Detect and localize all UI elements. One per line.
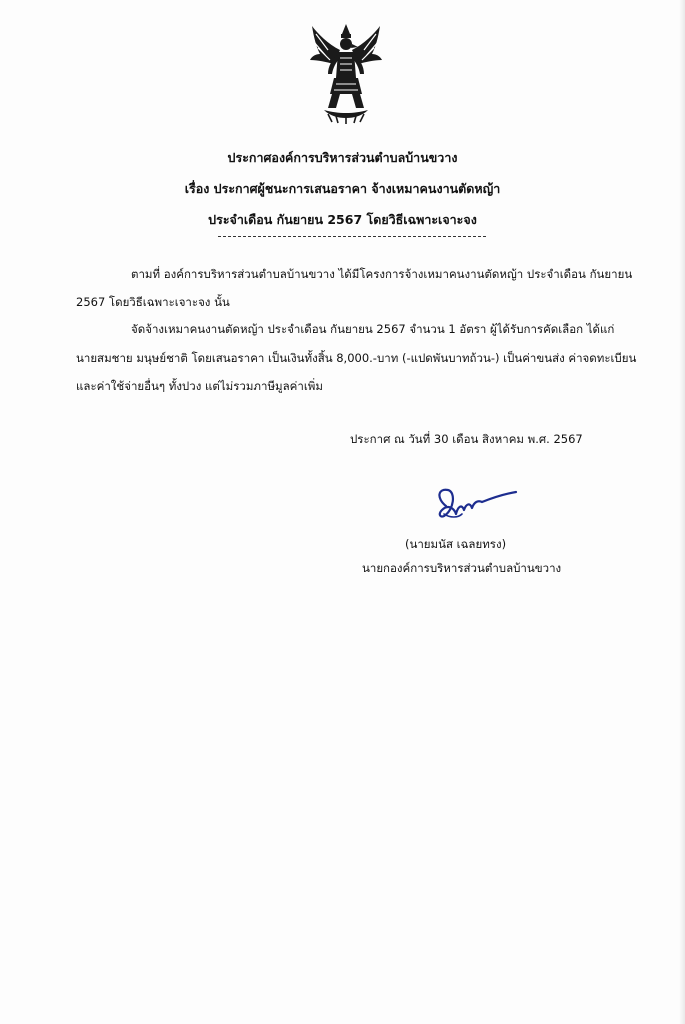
paragraph-1-line-1: ตามที่ องค์การบริหารส่วนตำบลบ้านขวาง ได้มีโครงการจ้างเหมาคนงานตัดหญ้า ประจำเดือน กันยายน bbox=[131, 267, 633, 281]
garuda-emblem-icon bbox=[306, 20, 386, 124]
announcement-date: ประกาศ ณ วันที่ 30 เดือน สิงหาคม พ.ศ. 2567 bbox=[350, 432, 583, 446]
document-subject: เรื่อง ประกาศผู้ชนะการเสนอราคา จ้างเหมาคนงานตัดหญ้า bbox=[184, 181, 501, 196]
signer-title: นายกองค์การบริหารส่วนตำบลบ้านขวาง bbox=[362, 561, 562, 575]
document-period: ประจำเดือน กันยายน 2567 โดยวิธีเฉพาะเจาะจง bbox=[208, 212, 477, 227]
paragraph-2-line-1: จัดจ้างเหมาคนงานตัดหญ้า ประจำเดือน กันยายน 2567 จำนวน 1 อัตรา ผู้ได้รับการคัดเลือก ได้แก่ bbox=[131, 322, 615, 336]
handwritten-signature bbox=[432, 484, 518, 524]
document-header-title: ประกาศองค์การบริหารส่วนตำบลบ้านขวาง bbox=[227, 150, 458, 165]
paragraph-2-line-3: และค่าใช้จ่ายอื่นๆ ทั้งปวง แต่ไม่รวมภาษีมูลค่าเพิ่ม bbox=[76, 379, 323, 393]
header-divider bbox=[218, 236, 486, 237]
paragraph-2-line-2: นายสมชาย มนุษย์ชาติ โดยเสนอราคา เป็นเงินทั้งสิ้น 8,000.-บาท (-แปดพันบาทถ้วน-) เป็นค่าขนส่ง ค่าจดทะเบียน bbox=[76, 351, 637, 365]
paragraph-1-line-2: 2567 โดยวิธีเฉพาะเจาะจง นั้น bbox=[76, 295, 230, 309]
signer-name: (นายมนัส เฉลยทรง) bbox=[405, 537, 507, 551]
